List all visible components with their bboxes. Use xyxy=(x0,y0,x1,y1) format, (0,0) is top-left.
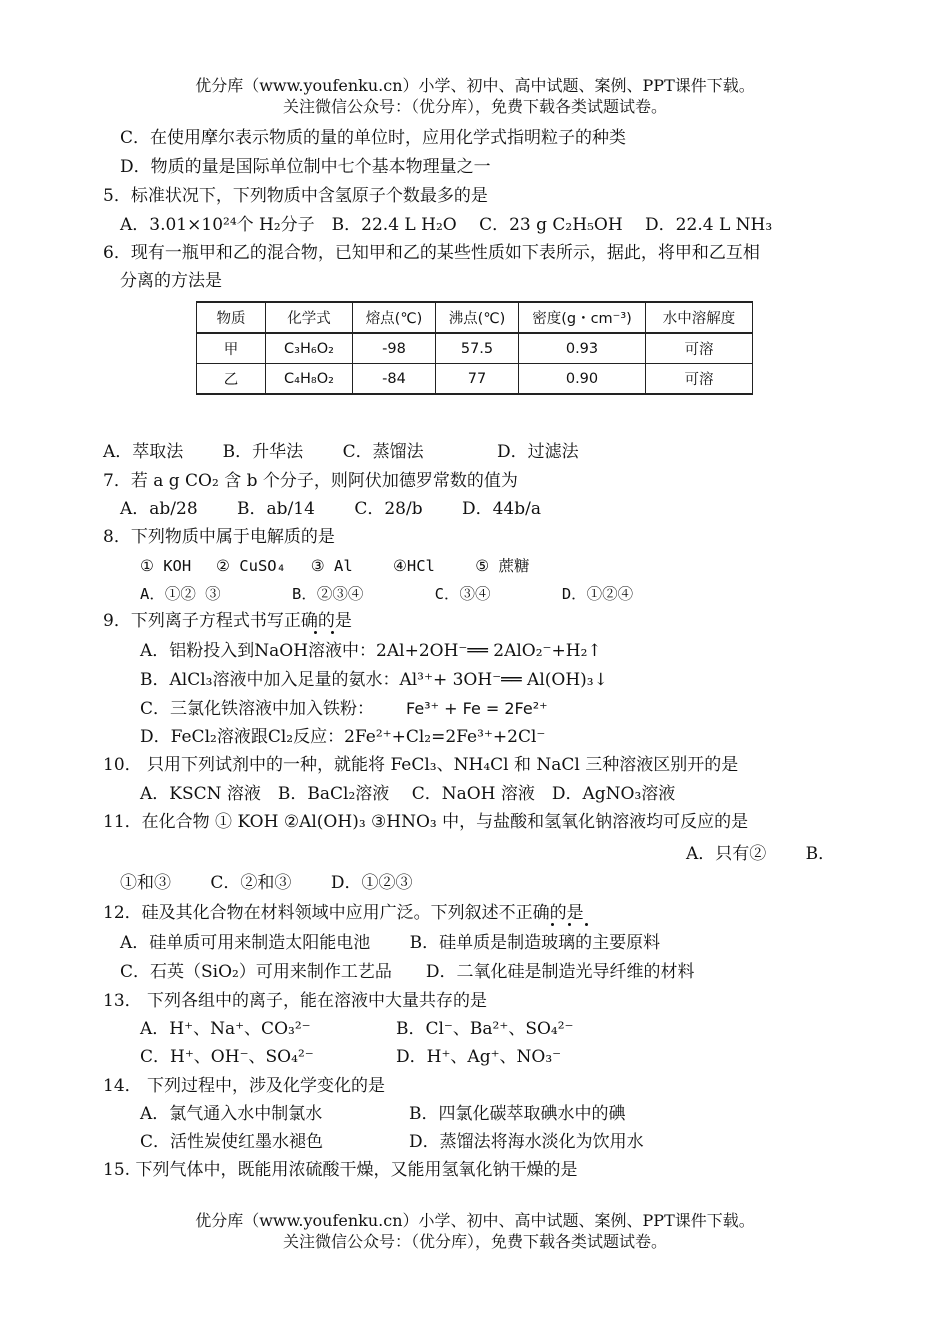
emphasis-dot xyxy=(585,923,588,926)
table-header-cell: 密度(g・cm⁻³) xyxy=(519,302,646,333)
emphasis-dot xyxy=(331,631,334,634)
table-header-cell: 化学式 xyxy=(266,302,353,333)
q9-option-c: C．三氯化铁溶液中加入铁粉： xyxy=(140,699,375,719)
header-line-1: 优分库（www.youfenku.cn）小学、初中、高中试题、案例、PPT课件下载。 xyxy=(195,76,755,95)
q14-option-b: B．四氯化碳萃取碘水中的碘 xyxy=(409,1104,626,1124)
q11-options: ①和③ C．②和③ D．①②③ xyxy=(120,873,413,893)
emphasis-dot xyxy=(568,923,571,926)
q6-properties-table xyxy=(196,301,753,395)
q13-option-c: C．H⁺、OH⁻、SO₄²⁻ xyxy=(140,1047,314,1067)
q7-options: A．ab/28 B．ab/14 C．28/b D．44b/a xyxy=(120,499,541,519)
table-cell: 57.5 xyxy=(436,333,519,364)
table-row xyxy=(197,364,753,395)
q8-stem: 8．下列物质中属于电解质的是 xyxy=(103,527,335,547)
q9-stem: 9．下列离子方程式书写正确的是 xyxy=(103,611,352,631)
q12-options-cd: C．石英（SiO₂）可用来制作工艺品 D．二氧化硅是制造光导纤维的材料 xyxy=(120,962,695,982)
q12-stem: 12．硅及其化合物在材料领域中应用广泛。下列叙述不正确的是 xyxy=(103,903,584,923)
q6-stem-line-1: 6．现有一瓶甲和乙的混合物，已知甲和乙的某些性质如下表所示，据此，将甲和乙互相 xyxy=(103,243,760,263)
q13-option-d: D．H⁺、Ag⁺、NO₃⁻ xyxy=(396,1047,562,1067)
emphasis-dot xyxy=(314,631,317,634)
q8-items: ① KOH ② CuSO₄ ③ Al ④HCl ⑤ 蔗糖 xyxy=(140,557,530,575)
table-cell: 0.90 xyxy=(519,364,646,395)
table-cell: -84 xyxy=(353,364,436,395)
q9-option-a: A．铝粉投入到NaOH溶液中：2Al+2OH⁻══ 2AlO₂⁻+H₂↑ xyxy=(140,641,602,661)
q14-stem: 14． 下列过程中，涉及化学变化的是 xyxy=(103,1076,386,1096)
table-header-row xyxy=(197,302,753,333)
q4-option-d: D．物质的量是国际单位制中七个基本物理量之一 xyxy=(120,157,491,177)
table-cell: 乙 xyxy=(197,364,266,395)
table-row xyxy=(197,333,753,364)
q9-option-c-equation: Fe³⁺ + Fe = 2Fe²⁺ xyxy=(406,699,548,718)
q14-option-d: D．蒸馏法将海水淡化为饮用水 xyxy=(409,1132,644,1152)
table-cell: 可溶 xyxy=(646,364,753,395)
table-header-cell: 物质 xyxy=(197,302,266,333)
q6-stem-line-2: 分离的方法是 xyxy=(120,271,222,291)
table-header-cell: 熔点(℃) xyxy=(353,302,436,333)
q12-options-ab: A．硅单质可用来制造太阳能电池 B．硅单质是制造玻璃的主要原料 xyxy=(120,933,661,953)
table-cell: C₃H₆O₂ xyxy=(266,333,353,364)
table-cell: 可溶 xyxy=(646,333,753,364)
q5-stem: 5．标准状况下，下列物质中含氢原子个数最多的是 xyxy=(103,186,488,206)
table-cell: 77 xyxy=(436,364,519,395)
q9-option-b: B．AlCl₃溶液中加入足量的氨水：Al³⁺+ 3OH⁻══ Al(OH)₃↓ xyxy=(140,670,608,690)
q10-options: A．KSCN 溶液 B．BaCl₂溶液 C．NaOH 溶液 D．AgNO₃溶液 xyxy=(140,784,676,804)
table-header-cell: 水中溶解度 xyxy=(646,302,753,333)
q14-option-c: C．活性炭使红墨水褪色 xyxy=(140,1132,324,1152)
q13-option-a: A．H⁺、Na⁺、CO₃²⁻ xyxy=(140,1019,311,1039)
q14-option-a: A．氯气通入水中制氯水 xyxy=(140,1104,323,1124)
footer-line-1: 优分库（www.youfenku.cn）小学、初中、高中试题、案例、PPT课件下载。 xyxy=(195,1211,755,1230)
table-cell: -98 xyxy=(353,333,436,364)
table-cell: 甲 xyxy=(197,333,266,364)
footer-line-2: 关注微信公众号：（优分库），免费下载各类试题试卷。 xyxy=(282,1232,667,1251)
table-cell: 0.93 xyxy=(519,333,646,364)
q13-option-b: B．Cl⁻、Ba²⁺、SO₄²⁻ xyxy=(396,1019,574,1039)
q13-stem: 13． 下列各组中的离子，能在溶液中大量共存的是 xyxy=(103,991,488,1011)
table-header-cell: 沸点(℃) xyxy=(436,302,519,333)
table-cell: C₄H₈O₂ xyxy=(266,364,353,395)
q8-options: A．①② ③ B．②③④ C．③④ D．①②④ xyxy=(140,585,634,603)
q7-stem: 7．若 a g CO₂ 含 b 个分子，则阿伏加德罗常数的值为 xyxy=(103,471,518,491)
q11-option-a: A．只有② B． xyxy=(686,844,836,864)
header-line-2: 关注微信公众号：（优分库），免费下载各类试题试卷。 xyxy=(282,97,667,116)
q5-options: A．3.01×10²⁴个 H₂分子 B．22.4 L H₂O C．23 g C₂H₅OH D．22.4 L NH₃ xyxy=(120,215,773,235)
q4-option-c: C．在使用摩尔表示物质的量的单位时，应用化学式指明粒子的种类 xyxy=(120,128,627,148)
q6-options: A．萃取法 B．升华法 C．蒸馏法 D．过滤法 xyxy=(103,442,579,462)
emphasis-dot xyxy=(551,923,554,926)
q10-stem: 10． 只用下列试剂中的一种，就能将 FeCl₃、NH₄Cl 和 NaCl 三种溶液区别开的是 xyxy=(103,755,739,775)
q9-option-d: D．FeCl₂溶液跟Cl₂反应：2Fe²⁺+Cl₂=2Fe³⁺+2Cl⁻ xyxy=(140,727,546,747)
q15-stem: 15. 下列气体中，既能用浓硫酸干燥，又能用氢氧化钠干燥的是 xyxy=(103,1160,578,1180)
q11-stem: 11．在化合物 ① KOH ②Al(OH)₃ ③HNO₃ 中，与盐酸和氢氧化钠溶液均可反应的是 xyxy=(103,812,749,832)
